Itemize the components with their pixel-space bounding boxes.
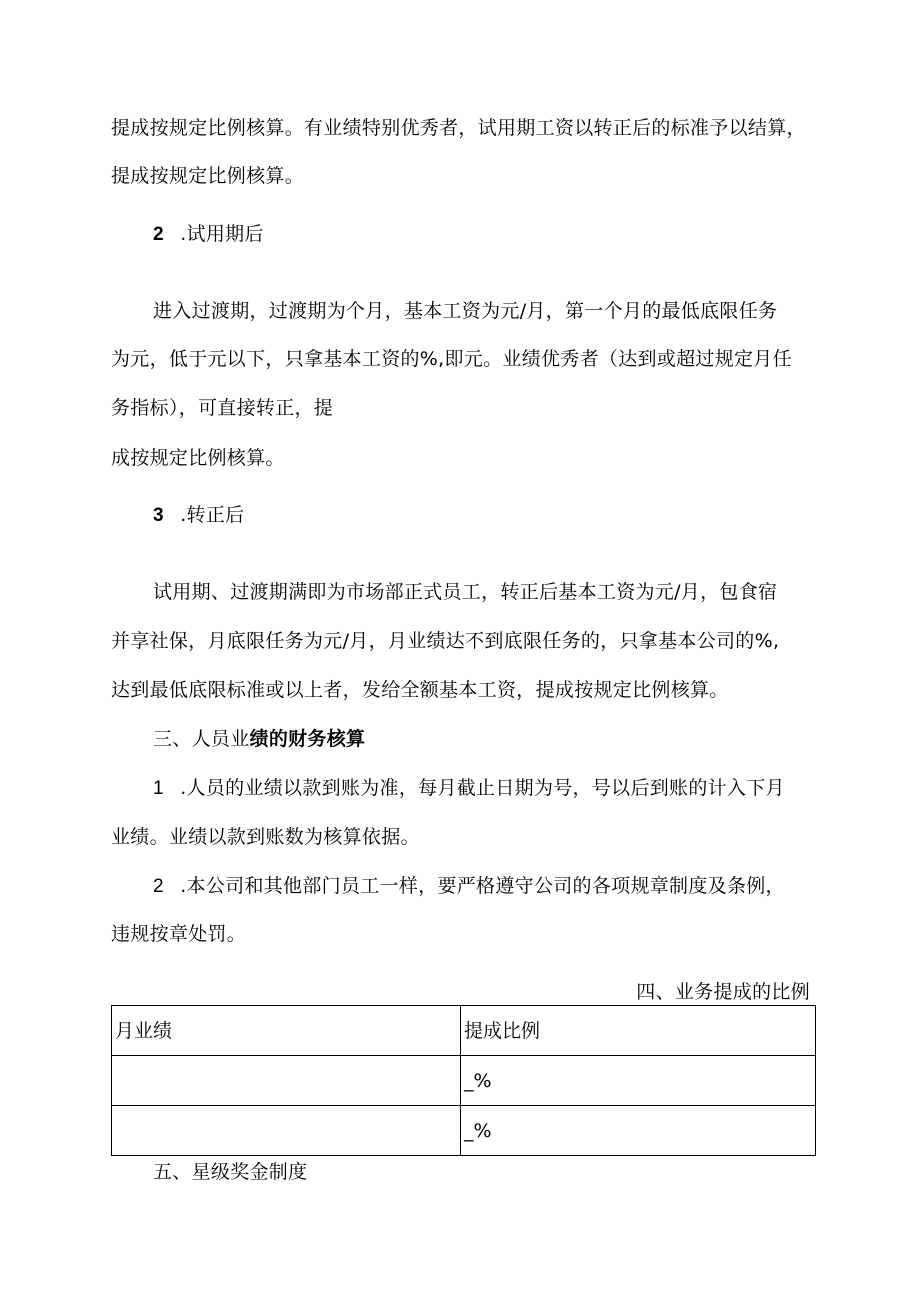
body-text-line: 为元，低于元以下，只拿基本工资的%,即元。业绩优秀者（达到或超过规定月任 xyxy=(111,348,792,370)
item-text: .本公司和其他部门员工一样，要严格遵守公司的各项规章制度及条例， xyxy=(180,875,785,897)
body-text-line: 成按规定比例核算。 xyxy=(111,447,285,469)
table-header-cell: 月业绩 xyxy=(112,1006,461,1056)
body-text-line: 提成按规定比例核算。 xyxy=(111,165,305,187)
numbered-item xyxy=(153,776,785,801)
item-number: 1 xyxy=(153,778,164,799)
table-cell xyxy=(112,1056,461,1106)
table-row xyxy=(112,1106,816,1156)
body-text-line: 业绩。业绩以款到账数为核算依据。 xyxy=(111,826,420,848)
table-header-row xyxy=(112,1006,816,1056)
section-heading: 五、星级奖金制度 xyxy=(153,1161,308,1183)
body-text-line: 违规按章处罚。 xyxy=(111,923,247,945)
section-heading-plain: 三、人员业 xyxy=(153,728,250,750)
item-number: 2 xyxy=(153,876,164,897)
section-heading-bold: 绩的财务核算 xyxy=(249,728,366,750)
commission-rate-table xyxy=(111,1005,816,1156)
body-text-line: 达到最低底限标准或以上者，发给全额基本工资，提成按规定比例核算。 xyxy=(111,679,729,701)
table-cell xyxy=(112,1106,461,1156)
section-heading xyxy=(153,727,365,751)
table-cell: _% xyxy=(461,1106,816,1156)
body-text-line: 进入过渡期，过渡期为个月，基本工资为元/月，第一个月的最低底限任务 xyxy=(153,300,778,322)
body-text-line: 试用期、过渡期满即为市场部正式员工，转正后基本工资为元/月，包食宿 xyxy=(153,581,778,603)
table-cell: _% xyxy=(461,1056,816,1106)
subsection-heading xyxy=(153,222,264,247)
subsection-heading xyxy=(153,503,244,528)
item-text: .人员的业绩以款到账为准，每月截止日期为号，号以后到账的计入下月 xyxy=(180,777,785,799)
table-header-cell: 提成比例 xyxy=(461,1006,816,1056)
body-text-line: 务指标），可直接转正，提 xyxy=(111,397,334,419)
subsection-number: 2 xyxy=(153,224,164,245)
subsection-number: 3 xyxy=(153,505,164,526)
numbered-item xyxy=(153,874,785,899)
subsection-title: .试用期后 xyxy=(180,223,264,245)
table-row xyxy=(112,1056,816,1106)
subsection-title: .转正后 xyxy=(180,504,245,526)
body-text-line: 并享社保，月底限任务为元/月，月业绩达不到底限任务的，只拿基本公司的%, xyxy=(111,630,780,652)
section-heading: 四、业务提成的比例 xyxy=(636,981,810,1003)
body-text-line: 提成按规定比例核算。有业绩特别优秀者，试用期工资以转正后的标准予以结算， xyxy=(111,117,806,139)
